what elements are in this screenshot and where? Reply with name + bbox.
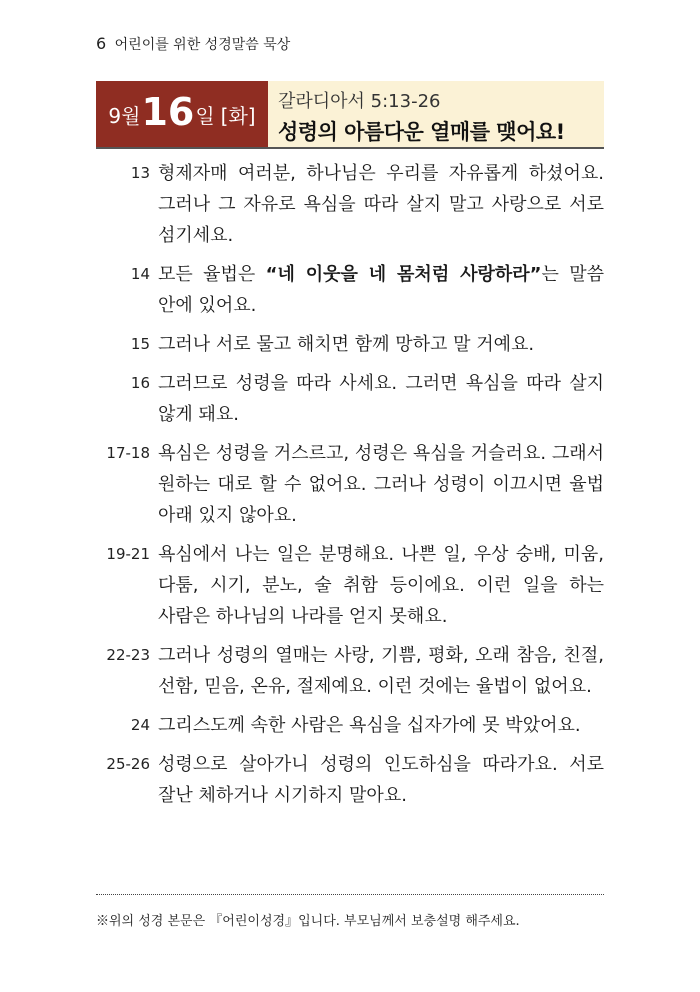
verse-item bbox=[96, 259, 604, 321]
verse-text: 욕심에서 나는 일은 분명해요. 나쁜 일, 우상 숭배, 미움, 다툼, 시기, 분노, 술 취함 등이에요. 이런 일을 하는 사람은 하나님의 나라를 얻지 못해요. bbox=[158, 544, 604, 627]
month: 9월 bbox=[108, 103, 141, 128]
verse-number: 24 bbox=[130, 716, 150, 734]
footnote-divider bbox=[96, 894, 604, 895]
verse-item bbox=[96, 438, 604, 531]
verse-text: 그러므로 성령을 따라 사세요. 그러면 욕심을 따라 살지 않게 돼요. bbox=[158, 373, 604, 425]
verse-item bbox=[96, 368, 604, 430]
devotion-banner bbox=[96, 81, 604, 149]
day-number: 16 bbox=[141, 90, 195, 134]
verse-item bbox=[96, 329, 604, 360]
verse-number: 15 bbox=[130, 335, 150, 353]
weekday: [화] bbox=[220, 103, 256, 128]
verse-text: 그러나 서로 물고 해치면 함께 망하고 말 거예요. bbox=[158, 334, 535, 355]
footnote: ※위의 성경 본문은 『어린이성경』입니다. 부모님께서 보충설명 해주세요. bbox=[96, 914, 520, 929]
verse-text-post: 는 말씀 안에 있어요. bbox=[158, 264, 604, 316]
verse-number: 25-26 bbox=[106, 755, 150, 773]
verse-text-pre: 모든 율법은 bbox=[158, 264, 266, 285]
verse-text: 욕심은 성령을 거스르고, 성령은 욕심을 거슬러요. 그래서 원하는 대로 할 수 없어요. 그러나 성령이 이끄시면 율법 아래 있지 않아요. bbox=[158, 443, 604, 526]
devotion-title: 성령의 아름다운 열매를 맺어요! bbox=[278, 120, 565, 144]
verse-text: 그러나 성령의 열매는 사랑, 기쁨, 평화, 오래 참음, 친절, 선함, 믿음, 온유, 절제예요. 이런 것에는 율법이 없어요. bbox=[158, 645, 604, 697]
verse-item bbox=[96, 749, 604, 811]
running-header bbox=[96, 34, 290, 54]
verse-text: 형제자매 여러분, 하나님은 우리를 자유롭게 하셨어요. 그러나 그 자유로 욕심을 따라 살지 말고 사랑으로 서로 섬기세요. bbox=[158, 163, 604, 246]
verse-text bbox=[158, 259, 604, 321]
verse-number: 22-23 bbox=[106, 646, 150, 664]
verse-number: 16 bbox=[130, 374, 150, 392]
verse-text: 그리스도께 속한 사람은 욕심을 십자가에 못 박았어요. bbox=[158, 715, 581, 736]
date-box bbox=[96, 81, 268, 147]
book-title: 어린이를 위한 성경말씀 묵상 bbox=[114, 37, 291, 53]
day-suffix: 일 bbox=[195, 103, 215, 128]
verse-quote: “네 이웃을 네 몸처럼 사랑하라” bbox=[265, 264, 542, 285]
verse-item bbox=[96, 640, 604, 702]
verse-item bbox=[96, 158, 604, 251]
verse-number: 17-18 bbox=[106, 444, 150, 462]
verse-number: 13 bbox=[130, 164, 150, 182]
verse-text: 성령으로 살아가니 성령의 인도하심을 따라가요. 서로 잘난 체하거나 시기하지 말아요. bbox=[158, 754, 604, 806]
page-number: 6 bbox=[96, 34, 107, 53]
verse-list bbox=[96, 158, 604, 819]
verse-number: 14 bbox=[130, 265, 150, 283]
title-box bbox=[268, 81, 604, 147]
verse-item bbox=[96, 710, 604, 741]
verse-item bbox=[96, 539, 604, 632]
scripture-reference: 갈라디아서 5:13-26 bbox=[278, 91, 441, 112]
verse-number: 19-21 bbox=[106, 545, 150, 563]
